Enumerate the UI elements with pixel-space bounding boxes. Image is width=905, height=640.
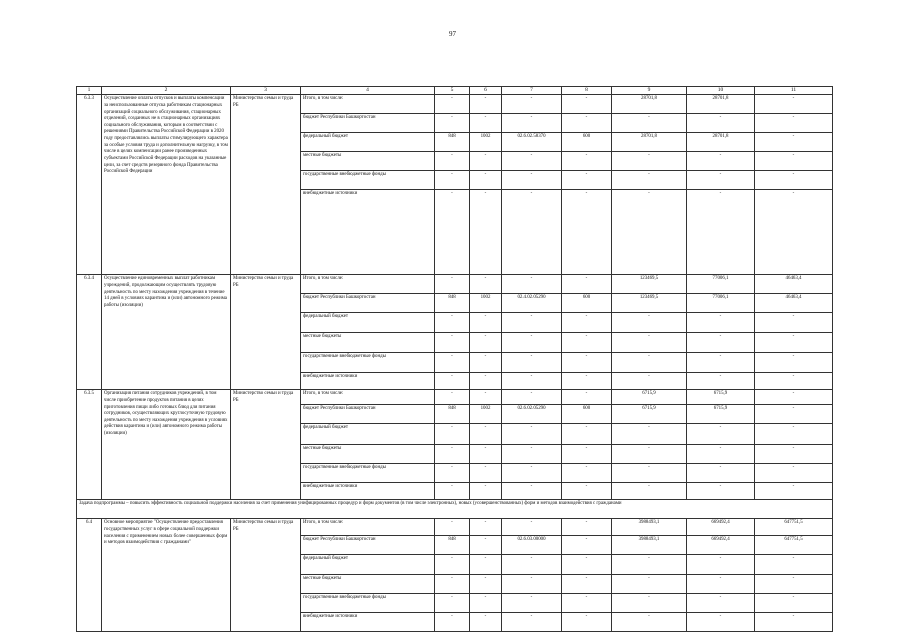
col-header: 10 bbox=[687, 87, 755, 95]
funding-source: Итого, в том числе: bbox=[301, 519, 435, 536]
item-executor: Министерство семьи и труда РБ bbox=[231, 275, 301, 390]
table-cell: - bbox=[435, 114, 470, 133]
table-cell: - bbox=[435, 190, 470, 275]
table-cell: 848 bbox=[435, 294, 470, 313]
table-cell: - bbox=[755, 171, 833, 190]
table-cell: - bbox=[470, 575, 502, 594]
table-cell: - bbox=[687, 464, 755, 483]
table-cell: - bbox=[502, 594, 562, 613]
table-cell: - bbox=[612, 594, 687, 613]
table-cell: - bbox=[612, 483, 687, 500]
table-cell: - bbox=[502, 555, 562, 575]
funding-source: Итого, в том числе: bbox=[301, 275, 435, 294]
table-cell: - bbox=[502, 445, 562, 464]
table-cell: - bbox=[435, 555, 470, 575]
item-number: 6.3.3 bbox=[77, 95, 102, 275]
table-cell: - bbox=[435, 519, 470, 536]
table-cell: - bbox=[755, 152, 833, 171]
table-cell: - bbox=[687, 333, 755, 353]
table-cell: - bbox=[435, 313, 470, 333]
table-cell: - bbox=[755, 133, 833, 152]
table-cell: - bbox=[562, 390, 612, 405]
table-cell: - bbox=[687, 190, 755, 275]
table-cell: - bbox=[562, 333, 612, 353]
table-cell: 77006,1 bbox=[687, 275, 755, 294]
table-cell: - bbox=[470, 555, 502, 575]
table-cell: - bbox=[562, 275, 612, 294]
table-cell: 46463,4 bbox=[755, 275, 833, 294]
table-cell: - bbox=[470, 390, 502, 405]
table-cell: - bbox=[435, 483, 470, 500]
table-cell: - bbox=[755, 333, 833, 353]
table-cell: - bbox=[502, 114, 562, 133]
funding-source: местные бюджеты bbox=[301, 333, 435, 353]
table-cell: - bbox=[687, 575, 755, 594]
table-cell: - bbox=[612, 152, 687, 171]
table-cell: - bbox=[755, 190, 833, 275]
table-cell: - bbox=[502, 613, 562, 632]
table-cell: - bbox=[612, 333, 687, 353]
item-description: Осуществление оплаты отпусков и выплаты компенсации за неиспользованные отпуска работникам стационарных организаций социального обслуживания, стационарных отделений, созданных не в стационарных организациях социального обслуживания, которым в соответствии с решениями Правительства Российской Федерации в 2020 году предоставлялись выплаты стимулирующего характера за особые условия труда и дополнительную нагрузку, в том числе в целях компенсации ранее произведенных субъектами Российской Федерации расходов на указанные цели, за счет средств резервного фонда Правительства Российской Федерации bbox=[102, 95, 231, 275]
table-cell: 123469,5 bbox=[612, 294, 687, 313]
table-cell: - bbox=[502, 313, 562, 333]
col-header: 2 bbox=[102, 87, 231, 95]
table-cell: 28701,8 bbox=[687, 133, 755, 152]
table-cell: - bbox=[502, 353, 562, 373]
table-cell: - bbox=[755, 594, 833, 613]
table-cell: - bbox=[755, 445, 833, 464]
table-cell: - bbox=[502, 464, 562, 483]
table-cell: 46463,4 bbox=[755, 294, 833, 313]
table-cell: - bbox=[562, 373, 612, 390]
funding-source: бюджет Республики Башкортостан bbox=[301, 536, 435, 555]
item-executor: Министерство семьи и труда РБ bbox=[231, 95, 301, 275]
funding-source: внебюджетные источники bbox=[301, 483, 435, 500]
table-cell: 6715,9 bbox=[687, 405, 755, 424]
col-header: 9 bbox=[612, 87, 687, 95]
table-row bbox=[77, 95, 833, 114]
table-cell: 3988493,1 bbox=[612, 519, 687, 536]
table-cell: 600 bbox=[562, 133, 612, 152]
table-cell: - bbox=[612, 445, 687, 464]
table-cell: 1002 bbox=[470, 405, 502, 424]
item-description: Осуществление единовременных выплат работникам учреждений, продолжающим осуществлять трудовую деятельность по месту нахождения учреждения в течение 14 дней в условиях карантина и (или) автономного режима работы (изоляции) bbox=[102, 275, 231, 390]
col-header: 8 bbox=[562, 87, 612, 95]
table-cell: - bbox=[435, 594, 470, 613]
table-cell: 1002 bbox=[470, 133, 502, 152]
table-cell: 6715,9 bbox=[612, 405, 687, 424]
table-cell: - bbox=[755, 373, 833, 390]
table-row bbox=[77, 275, 833, 294]
item-number: 6.4 bbox=[77, 519, 102, 632]
table-cell: - bbox=[562, 190, 612, 275]
table-cell: - bbox=[612, 313, 687, 333]
table-cell: - bbox=[435, 152, 470, 171]
table-cell: - bbox=[612, 190, 687, 275]
table-cell: 848 bbox=[435, 405, 470, 424]
table-cell: - bbox=[502, 424, 562, 445]
table-cell: - bbox=[435, 464, 470, 483]
table-cell: - bbox=[612, 424, 687, 445]
funding-source: местные бюджеты bbox=[301, 152, 435, 171]
table-cell: - bbox=[435, 95, 470, 114]
table-cell: - bbox=[502, 333, 562, 353]
table-cell: - bbox=[470, 353, 502, 373]
table-cell: - bbox=[755, 353, 833, 373]
funding-source: Итого, в том числе: bbox=[301, 390, 435, 405]
table-cell: - bbox=[687, 152, 755, 171]
table-cell: 1002 bbox=[470, 294, 502, 313]
funding-source: местные бюджеты bbox=[301, 575, 435, 594]
table-cell: 28701,8 bbox=[687, 95, 755, 114]
table-cell: - bbox=[435, 333, 470, 353]
col-header: 5 bbox=[435, 87, 470, 95]
table-cell: - bbox=[687, 353, 755, 373]
table-cell: - bbox=[435, 424, 470, 445]
table-cell: 28701,8 bbox=[612, 133, 687, 152]
table-cell: 02.6.02.05290 bbox=[502, 405, 562, 424]
funding-source: государственные внебюджетные фонды bbox=[301, 464, 435, 483]
table-cell: - bbox=[502, 95, 562, 114]
table-cell: - bbox=[612, 353, 687, 373]
table-cell: - bbox=[470, 114, 502, 133]
table-cell: - bbox=[470, 95, 502, 114]
col-header: 1 bbox=[77, 87, 102, 95]
table-cell: - bbox=[562, 152, 612, 171]
table-cell: - bbox=[435, 353, 470, 373]
col-header: 6 bbox=[470, 87, 502, 95]
table-cell: - bbox=[755, 575, 833, 594]
table-cell: - bbox=[687, 613, 755, 632]
table-cell: - bbox=[755, 114, 833, 133]
table-cell: - bbox=[612, 114, 687, 133]
table-cell: - bbox=[562, 114, 612, 133]
table-cell: - bbox=[687, 594, 755, 613]
table-cell: 02.6.02.58370 bbox=[502, 133, 562, 152]
table-cell: - bbox=[502, 190, 562, 275]
col-header: 11 bbox=[755, 87, 833, 95]
item-executor: Министерство семьи и труда РБ bbox=[231, 390, 301, 500]
table-cell: 28701,8 bbox=[612, 95, 687, 114]
table-cell: - bbox=[687, 171, 755, 190]
table-cell: - bbox=[470, 483, 502, 500]
table-cell: - bbox=[470, 613, 502, 632]
table-cell: - bbox=[687, 445, 755, 464]
table-cell: - bbox=[502, 171, 562, 190]
table-row bbox=[77, 390, 833, 405]
funding-source: федеральный бюджет bbox=[301, 133, 435, 152]
item-executor: Министерство семьи и труда РБ bbox=[231, 519, 301, 632]
table-cell: - bbox=[502, 483, 562, 500]
table-cell: 6715,9 bbox=[687, 390, 755, 405]
table-cell: 77006,1 bbox=[687, 294, 755, 313]
table-cell: - bbox=[502, 575, 562, 594]
table-cell: - bbox=[435, 373, 470, 390]
table-cell: - bbox=[435, 275, 470, 294]
funding-source: государственные внебюджетные фонды bbox=[301, 594, 435, 613]
table-cell: - bbox=[502, 373, 562, 390]
table-cell: - bbox=[755, 95, 833, 114]
table-cell: - bbox=[612, 373, 687, 390]
funding-source: местные бюджеты bbox=[301, 445, 435, 464]
table-cell: - bbox=[470, 313, 502, 333]
funding-source: бюджет Республики Башкортостан bbox=[301, 405, 435, 424]
table-cell: - bbox=[612, 464, 687, 483]
table-cell: - bbox=[562, 594, 612, 613]
task-row bbox=[77, 500, 833, 519]
table-cell: - bbox=[562, 313, 612, 333]
funding-source: внебюджетные источники bbox=[301, 373, 435, 390]
table-cell: - bbox=[755, 555, 833, 575]
table-cell: - bbox=[502, 519, 562, 536]
col-header: 7 bbox=[502, 87, 562, 95]
table-row bbox=[77, 519, 833, 536]
table-cell: - bbox=[435, 613, 470, 632]
table-cell: - bbox=[470, 464, 502, 483]
table-cell: - bbox=[612, 171, 687, 190]
table-cell: - bbox=[562, 536, 612, 555]
funding-source: внебюджетные источники bbox=[301, 190, 435, 275]
table-cell: - bbox=[435, 171, 470, 190]
table-cell: - bbox=[562, 353, 612, 373]
table-cell: - bbox=[470, 190, 502, 275]
funding-source: бюджет Республики Башкортостан bbox=[301, 114, 435, 133]
table-cell: - bbox=[562, 613, 612, 632]
header-row bbox=[77, 87, 833, 95]
table-cell: - bbox=[470, 519, 502, 536]
funding-source: федеральный бюджет bbox=[301, 424, 435, 445]
table-cell: - bbox=[562, 555, 612, 575]
table-cell: - bbox=[470, 594, 502, 613]
table-cell: - bbox=[470, 445, 502, 464]
funding-source: государственные внебюджетные фонды bbox=[301, 353, 435, 373]
table-cell: - bbox=[755, 613, 833, 632]
table-cell: - bbox=[687, 313, 755, 333]
table-cell: - bbox=[687, 483, 755, 500]
table-cell: - bbox=[755, 483, 833, 500]
table-cell: - bbox=[562, 519, 612, 536]
table-cell: 669492,4 bbox=[687, 536, 755, 555]
table-cell: - bbox=[612, 575, 687, 594]
funding-source: федеральный бюджет bbox=[301, 555, 435, 575]
table-cell: - bbox=[562, 95, 612, 114]
table-cell: - bbox=[612, 555, 687, 575]
table-cell: - bbox=[502, 275, 562, 294]
table-cell: - bbox=[562, 464, 612, 483]
table-cell: - bbox=[470, 152, 502, 171]
table-cell: - bbox=[435, 390, 470, 405]
table-cell: - bbox=[562, 445, 612, 464]
table-cell: - bbox=[502, 152, 562, 171]
table-cell: - bbox=[470, 171, 502, 190]
table-cell: 600 bbox=[562, 294, 612, 313]
table-cell: - bbox=[562, 424, 612, 445]
page-number: 97 bbox=[449, 30, 456, 38]
subprogram-task: Задача подпрограммы – повысить эффективность социальной поддержки населения за счет применения унифицированных процедур и форм документов (в том числе электронных), новых (усовершенствованных) форм и методов взаимодействия с гражданами bbox=[77, 500, 833, 519]
item-number: 6.3.4 bbox=[77, 275, 102, 390]
table-cell: 02.6.03.00000 bbox=[502, 536, 562, 555]
table-cell: 3988493,1 bbox=[612, 536, 687, 555]
table-cell: - bbox=[687, 114, 755, 133]
item-number: 6.3.5 bbox=[77, 390, 102, 500]
table-cell: - bbox=[562, 575, 612, 594]
table-cell: 02.4.02.05290 bbox=[502, 294, 562, 313]
table-cell: 600 bbox=[562, 405, 612, 424]
table-cell: - bbox=[755, 313, 833, 333]
table-cell: - bbox=[755, 464, 833, 483]
funding-source: государственные внебюджетные фонды bbox=[301, 171, 435, 190]
col-header: 3 bbox=[231, 87, 301, 95]
table-cell: - bbox=[435, 575, 470, 594]
table-cell: - bbox=[470, 373, 502, 390]
item-description: Основное мероприятие "Осуществление предоставления государственных услуг в сфере социальной поддержки населения с применением новых более совершенных форм и методов взаимодействия с гражданами" bbox=[102, 519, 231, 632]
table-cell: - bbox=[470, 536, 502, 555]
table-cell: - bbox=[470, 333, 502, 353]
table-cell: 647751,5 bbox=[755, 536, 833, 555]
funding-source: внебюджетные источники bbox=[301, 613, 435, 632]
table-cell: - bbox=[502, 390, 562, 405]
col-header: 4 bbox=[301, 87, 435, 95]
funding-source: бюджет Республики Башкортостан bbox=[301, 294, 435, 313]
table-cell: - bbox=[612, 613, 687, 632]
table-cell: 6715,9 bbox=[612, 390, 687, 405]
table-cell: - bbox=[562, 171, 612, 190]
table-cell: - bbox=[755, 405, 833, 424]
table-cell: 669492,4 bbox=[687, 519, 755, 536]
table-cell: - bbox=[687, 373, 755, 390]
table-cell: - bbox=[562, 483, 612, 500]
table-cell: - bbox=[470, 424, 502, 445]
table-cell: - bbox=[435, 445, 470, 464]
table-cell: 123469,5 bbox=[612, 275, 687, 294]
table-cell: 848 bbox=[435, 536, 470, 555]
item-description: Организация питания сотрудников учреждений, в том числе приобретение продуктов питания в целях приготовления пищи либо готовых блюд для питания сотрудников, осуществляющих круглосуточную трудовую деятельность по месту нахождения учреждения в условиях действия карантина и (или) автономного режима работы (изоляции) bbox=[102, 390, 231, 500]
table-cell: - bbox=[470, 275, 502, 294]
budget-table bbox=[76, 86, 833, 632]
table-cell: - bbox=[755, 390, 833, 405]
table-cell: 647751,5 bbox=[755, 519, 833, 536]
funding-source: федеральный бюджет bbox=[301, 313, 435, 333]
table-cell: - bbox=[755, 424, 833, 445]
table-cell: - bbox=[687, 555, 755, 575]
table-cell: - bbox=[687, 424, 755, 445]
table-cell: 848 bbox=[435, 133, 470, 152]
funding-source: Итого, в том числе: bbox=[301, 95, 435, 114]
